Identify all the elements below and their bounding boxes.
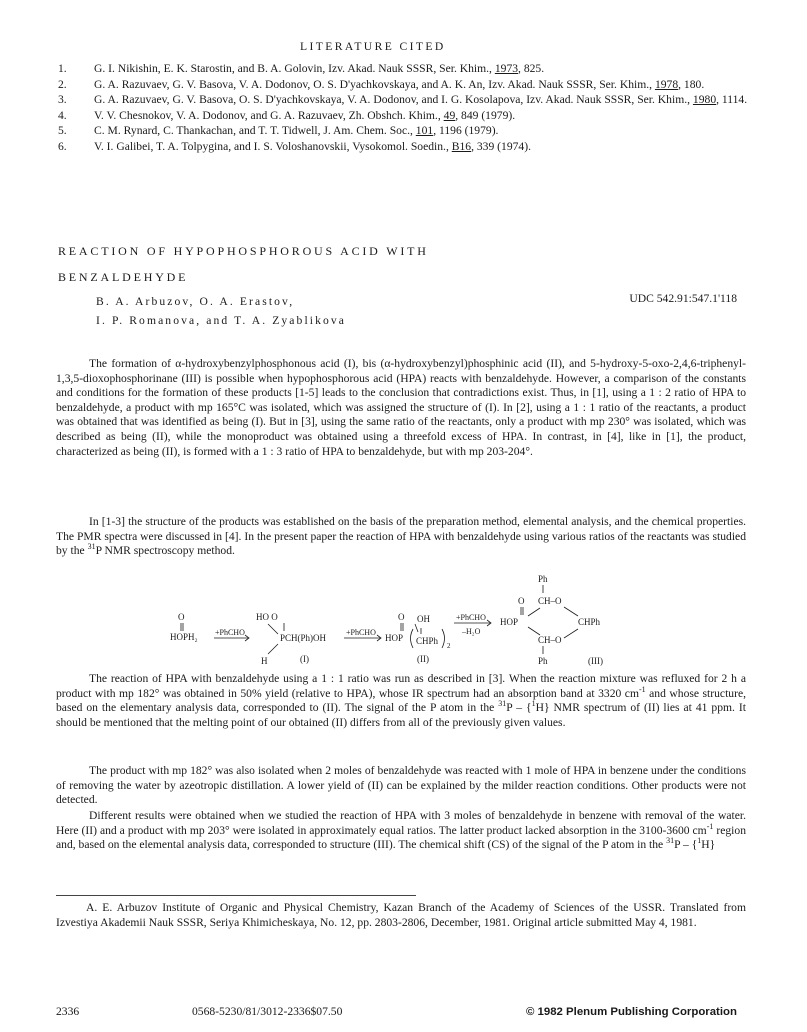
scheme-hydrogen: H bbox=[261, 656, 268, 666]
reference-item: 3. G. A. Razuvaev, G. V. Basova, O. S. D'yachkovskaya, V. A. Dodonov, and I. G. Kosolapova, Izv. Akad. Nauk SSSR, Ser. Khim., 1980, 1114. bbox=[58, 93, 748, 107]
reference-item: 5. C. M. Rynard, C. Thankachan, and T. T. Tidwell, J. Am. Chem. Soc., 101, 1196 (1979). bbox=[58, 124, 499, 138]
authors-line: I. P. Romanova, and T. A. Zyablikova bbox=[96, 314, 347, 327]
scheme-label-III: (III) bbox=[588, 656, 603, 666]
authors-line: B. A. Arbuzov, O. A. Erastov, bbox=[96, 295, 295, 308]
footnote: A. E. Arbuzov Institute of Organic and Physical Chemistry, Kazan Branch of the Academy of Sciences of the USSR. Translated from Izvestiya Akademii Nauk SSSR, Seriya Khimicheskaya, No. 12, pp. 2803-2806, December, 1981. Original article submitted May 4, 1981. bbox=[56, 901, 746, 929]
scheme-chph-ring: CHPh bbox=[578, 617, 601, 627]
body-paragraph: In [1-3] the structure of the products was established on the basis of the preparation method, elemental analysis, and the chemical properties. The PMR spectra were discussed in [4]. In the present paper the reaction of HPA with benzaldehyde using various ratios of the reactants was studied by the $^{31}$P NMR spectroscopy method. bbox=[56, 515, 746, 558]
reaction-scheme bbox=[160, 572, 740, 670]
reference-list bbox=[58, 62, 758, 156]
scheme-oxygen: O bbox=[398, 612, 405, 622]
author-block bbox=[96, 292, 346, 330]
scheme-compound-I: PCH(Ph)OH bbox=[280, 633, 327, 643]
reference-item: 4. V. V. Chesnokov, V. A. Dodonov, and G. A. Razuvaev, Zh. Obshch. Khim., 49, 849 (1979). bbox=[58, 108, 516, 122]
scheme-hypophosphorous-acid: HOPH₂ bbox=[170, 632, 198, 642]
scheme-arrow-label-3: +PhCHO bbox=[456, 613, 486, 622]
scheme-oxygen: O bbox=[178, 612, 185, 622]
scheme-hop: HOP bbox=[500, 617, 519, 627]
publisher: © 1982 Plenum Publishing Corporation bbox=[526, 1006, 737, 1018]
scheme-arrow-label-2: +PhCHO bbox=[346, 628, 376, 637]
scheme-ch-o-bottom: CH–O bbox=[538, 635, 562, 645]
body-paragraph: Different results were obtained when we studied the reaction of HPA with 3 moles of benzaldehyde in benzene with removal of the water. Here (II) and a product with mp 203° were isolated in approximately equal ratios. The latter product lacked absorption in the 3100-3600 $cm^{-1}$ region and, based on the elemental analysis data, corresponded to structure (III). The chemical shift (CS) of the signal of the P atom in the $^{31}$P – {$^1$H} bbox=[56, 809, 746, 852]
reference-item: 1. G. I. Nikishin, E. K. Starostin, and B. A. Golovin, Izv. Akad. Nauk SSSR, Ser. Khim., 1973, 825. bbox=[58, 62, 545, 75]
footnote-divider bbox=[56, 895, 416, 896]
body-paragraph: The reaction of HPA with benzaldehyde using a 1 : 1 ratio was run as described in [3]. When the reaction mixture was refluxed for 2 h a product with mp 182° was obtained in 50% yield (relative to HPA), whose IR spectrum had an absorption band at 3320 $cm^{-1}$ and whose structure, based on the elementary analysis data, corresponded to (II). The signal of the P atom in the $^{31}$P – {$^1$H} NMR spectrum of (II) lies at 41 ppm. It should be mentioned that the melting point of our obtained (II) differs from all of the previously given values. bbox=[56, 672, 746, 729]
article-title-line: REACTION OF HYPOPHOSPHOROUS ACID WITH bbox=[58, 244, 429, 258]
scheme-phenyl-bottom: Ph bbox=[538, 656, 548, 666]
reference-item: 2. G. A. Razuvaev, G. V. Basova, V. A. Dodonov, O. S. D'yachkovskaya, and A. K. An, Izv. Akad. Nauk SSSR, Ser. Khim., 1978, 180. bbox=[58, 77, 705, 91]
scheme-hop: HOP bbox=[385, 633, 404, 643]
udc-code: UDC 542.91:547.1'118 bbox=[629, 292, 737, 305]
scheme-chph: CHPh bbox=[416, 636, 439, 646]
scheme-oxygen: O bbox=[518, 596, 525, 606]
scheme-subscript: 2 bbox=[447, 642, 451, 650]
scheme-hydroxyl: OH bbox=[417, 614, 430, 624]
scheme-arrow-label-water: –H₂O bbox=[462, 627, 481, 636]
literature-cited-heading: LITERATURE CITED bbox=[300, 40, 446, 53]
article-title bbox=[58, 238, 429, 290]
scheme-ch-o-top: CH–O bbox=[538, 596, 562, 606]
page-number: 2336 bbox=[56, 1005, 80, 1018]
body-paragraph: The product with mp 182° was also isolated when 2 moles of benzaldehyde was reacted with 1 mole of HPA in benzene under the conditions of removing the water by azeotropic distillation. A lower yield of (II) can be explained by the milder reaction conditions. Other products were not detected. bbox=[56, 764, 746, 807]
scheme-arrow-label-1: +PhCHO bbox=[215, 628, 245, 637]
scheme-label-II: (II) bbox=[417, 654, 429, 664]
article-code: 0568-5230/81/3012-2336$07.50 bbox=[192, 1005, 343, 1018]
body-paragraph: The formation of α-hydroxybenzylphosphonous acid (I), bis (α-hydroxybenzyl)phosphinic acid (II), and 5-hydroxy-5-oxo-2,4,6-triphenyl-1,3,5-dioxophosphorinane (III) is possible when hypophosphorous acid (HPA) reacts with benzaldehyde. However, a comparison of the constants and conditions for the formation of these products [1-5] leads to the conclusion that contradictions exist. Thus, in [1], using a 1 : 2 ratio of HPA to benzaldehyde, a product with mp 165°C was isolated, which was assigned the structure of (I). In [2], using a 1 : 1 ratio of the reactants, a product was obtained that was identified as being (I). But in [3], using the same ratio of the reactants, only a product with mp 230° was isolated, which was described as being (II), while the monoproduct was obtained using a threefold excess of HPA. In contrast, in [4], like in [1], the product, characterized as being (II), is formed with a 1 : 3 ratio of HPA to benzaldehyde, but with mp 203-204°. bbox=[56, 357, 746, 458]
reference-item: 6. V. I. Galibei, T. A. Tolpygina, and I. S. Voloshanovskii, Vysokomol. Soedin., B16, 339 (1974). bbox=[58, 139, 531, 153]
article-title-line: BENZALDEHYDE bbox=[58, 270, 189, 284]
scheme-ho-o: HO O bbox=[256, 612, 278, 622]
scheme-label-I: (I) bbox=[300, 654, 309, 664]
scheme-phenyl-top: Ph bbox=[538, 574, 548, 584]
